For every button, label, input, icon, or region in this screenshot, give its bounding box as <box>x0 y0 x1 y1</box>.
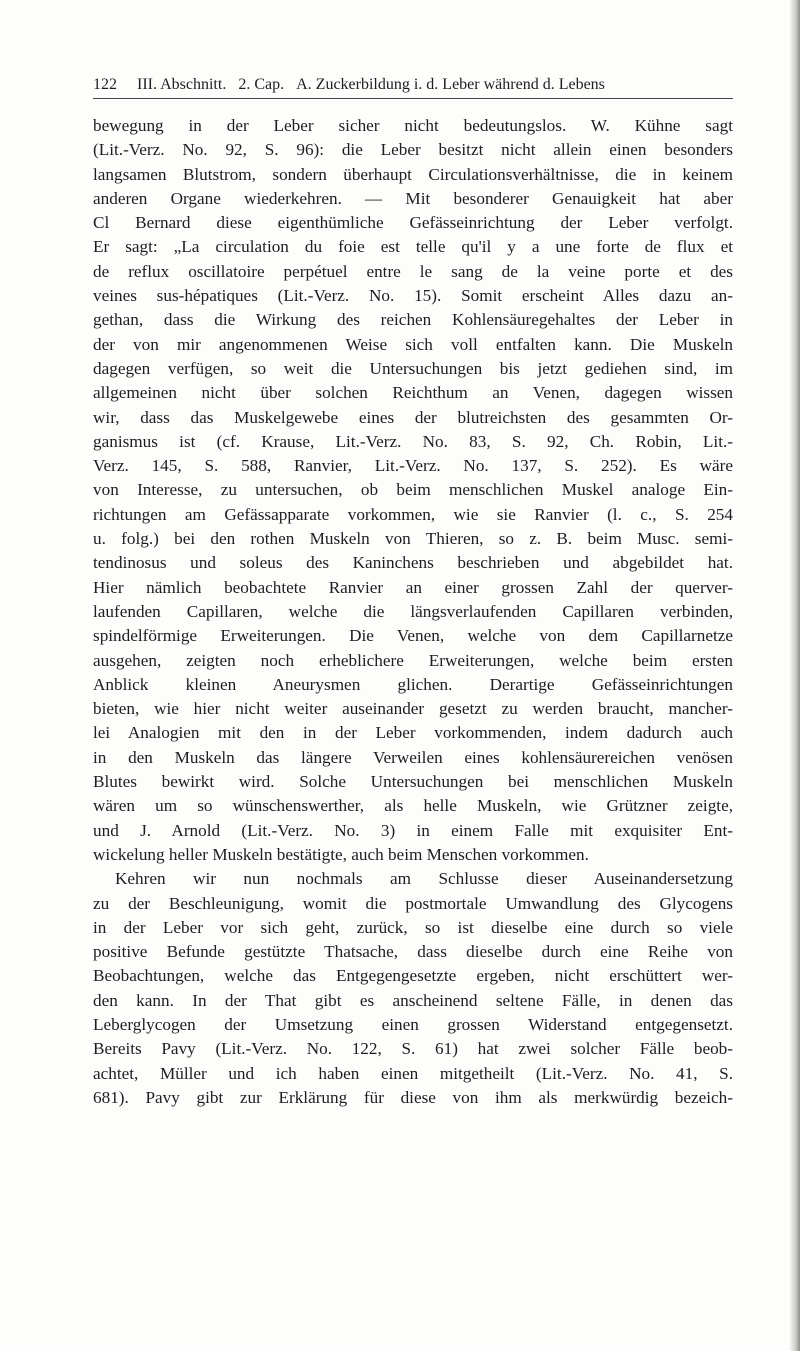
chapter-title: 2. Cap. <box>238 76 285 93</box>
text-line: 681). Pavy gibt zur Erklärung für diese von ihm als merkwürdig bezeich- <box>93 1087 733 1107</box>
text-line: gethan, dass die Wirkung des reichen Kohlensäuregehaltes der Leber in <box>93 310 733 330</box>
text-line: Hier nämlich beobachtete Ranvier an einer grossen Zahl der querver- <box>93 577 733 597</box>
text-line: Bereits Pavy (Lit.-Verz. No. 122, S. 61) hat zwei solcher Fälle beob- <box>93 1039 733 1059</box>
text-line: laufenden Capillaren, welche die längsverlaufenden Capillaren verbinden, <box>93 601 733 621</box>
text-line: Blutes bewirkt wird. Solche Untersuchungen bei menschlichen Muskeln <box>93 772 733 792</box>
text-line: anderen Organe wiederkehren. — Mit besonderer Genauigkeit hat aber <box>93 188 733 208</box>
text-line: dagegen verfügen, so weit die Untersuchungen bis jetzt gediehen sind, im <box>93 358 733 378</box>
text-line: spindelförmige Erweiterungen. Die Venen, welche von dem Capillarnetze <box>93 626 733 646</box>
text-line: veines sus-hépatiques (Lit.-Verz. No. 15). Somit erscheint Alles dazu an- <box>93 286 733 306</box>
text-line: langsamen Blutstrom, sondern überhaupt Circulationsverhältnisse, die in keinem <box>93 164 733 184</box>
text-line: Cl Bernard diese eigenthümliche Gefässeinrichtung der Leber verfolgt. <box>93 213 733 233</box>
text-line: lei Analogien mit den in der Leber vorkommenden, indem dadurch auch <box>93 723 733 743</box>
text-line: Er sagt: „La circulation du foie est telle qu'il y a une forte de flux et <box>93 237 733 257</box>
text-line: zu der Beschleunigung, womit die postmortale Umwandlung des Glycogens <box>93 893 733 913</box>
text-line: wir, dass das Muskelgewebe eines der blutreichsten des gesammten Or- <box>93 407 733 427</box>
text-line: Leberglycogen der Umsetzung einen grossen Widerstand entgegensetzt. <box>93 1014 733 1034</box>
section-title: III. Abschnitt. <box>137 76 227 93</box>
text-line: der von mir angenommenen Weise sich voll entfalten kann. Die Muskeln <box>93 334 733 354</box>
text-line: den kann. In der That gibt es anscheinend seltene Fälle, in denen das <box>93 990 733 1010</box>
text-line: Beobachtungen, welche das Entgegengesetzte ergeben, nicht erschüttert wer- <box>93 966 733 986</box>
text-line: de reflux oscillatoire perpétuel entre le sang de la veine porte et des <box>93 261 733 281</box>
text-line: von Interesse, zu untersuchen, ob beim menschlichen Muskel analoge Ein- <box>93 480 733 500</box>
text-line: tendinosus und soleus des Kaninchens beschrieben und abgebildet hat. <box>93 553 733 573</box>
text-line: u. folg.) bei den rothen Muskeln von Thieren, so z. B. beim Musc. semi- <box>93 529 733 549</box>
text-line: (Lit.-Verz. No. 92, S. 96): die Leber besitzt nicht allein einen besonders <box>93 140 733 160</box>
text-line: wären um so wünschenswerther, als helle Muskeln, wie Grützner zeigte, <box>93 796 733 816</box>
text-line: und J. Arnold (Lit.-Verz. No. 3) in einem Falle mit exquisiter Ent- <box>93 820 733 840</box>
running-head <box>93 72 733 99</box>
topic-title: A. Zuckerbildung i. d. Leber während d. Lebens <box>296 76 605 93</box>
text-line: Kehren wir nun nochmals am Schlusse dieser Auseinandersetzung <box>115 869 733 889</box>
text-line: achtet, Müller und ich haben einen mitgetheilt (Lit.-Verz. No. 41, S. <box>93 1063 733 1083</box>
text-line: allgemeinen nicht über solchen Reichthum an Venen, dagegen wissen <box>93 383 733 403</box>
text-line: bewegung in der Leber sicher nicht bedeutungslos. W. Kühne sagt <box>93 116 733 135</box>
page-number: 122 <box>93 76 117 93</box>
text-line: in der Leber vor sich geht, zurück, so ist dieselbe eine durch so viele <box>93 917 733 937</box>
text-line: ausgehen, zeigten noch erheblichere Erweiterungen, welche beim ersten <box>93 650 733 670</box>
text-line: bieten, wie hier nicht weiter auseinander gesetzt zu werden braucht, mancher- <box>93 699 733 719</box>
text-line: in den Muskeln das längere Verweilen eines kohlensäurereichen venösen <box>93 747 733 767</box>
text-line: Verz. 145, S. 588, Ranvier, Lit.-Verz. No. 137, S. 252). Es wäre <box>93 456 733 476</box>
page-edge-shadow <box>790 0 800 1351</box>
text-line: ganismus ist (cf. Krause, Lit.-Verz. No. 83, S. 92, Ch. Robin, Lit.- <box>93 431 733 451</box>
text-line: wickelung heller Muskeln bestätigte, auch beim Menschen vorkommen. <box>93 844 589 864</box>
text-line: Anblick kleinen Aneurysmen glichen. Derartige Gefässeinrichtungen <box>93 674 733 694</box>
text-line: richtungen am Gefässapparate vorkommen, wie sie Ranvier (l. c., S. 254 <box>93 504 733 524</box>
text-line: positive Befunde gestützte Thatsache, dass dieselbe durch eine Reihe von <box>93 942 733 962</box>
body-text <box>93 114 733 1110</box>
